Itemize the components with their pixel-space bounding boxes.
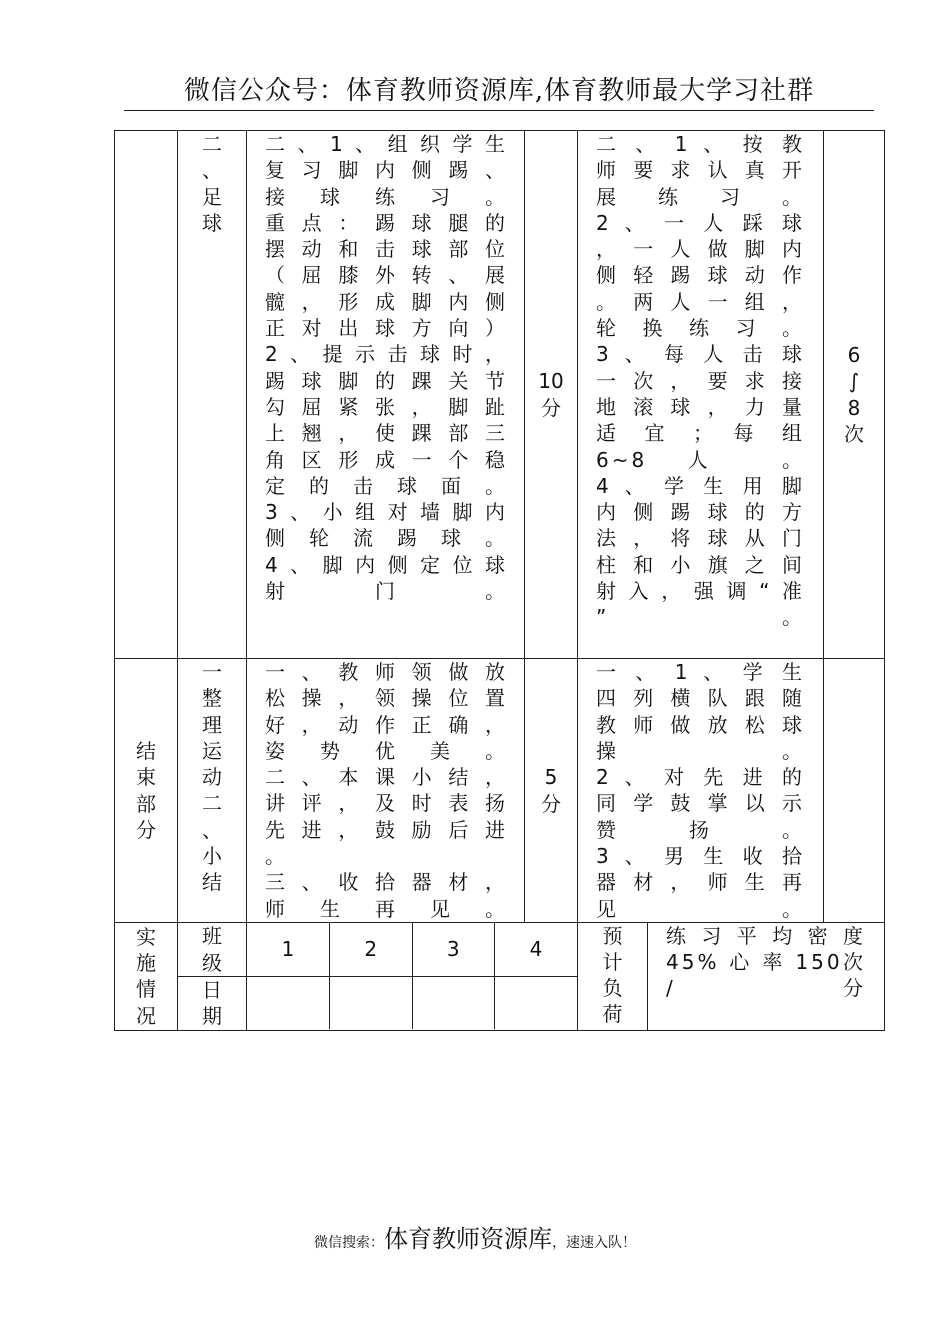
- class-number: 1: [247, 923, 330, 976]
- count-cell: [824, 131, 885, 659]
- date-value: [330, 977, 413, 1029]
- content-char: 整: [202, 686, 222, 711]
- student-activity-cell: [578, 131, 824, 659]
- time-value: 10: [538, 369, 564, 394]
- count-char: ∫: [848, 369, 860, 394]
- content-char: 运: [202, 738, 222, 763]
- student-step: 一 、 1 、 学 生 四 列 横 队 跟 随 教 师 做 放 松 球 操 。: [596, 660, 806, 763]
- class-number: 2: [330, 923, 413, 976]
- load-text: 练 习 平 均 密 度 45% 心 率 150次 / 分: [666, 924, 867, 1000]
- count-char: 6: [847, 342, 861, 367]
- table-row-closing: [115, 659, 885, 923]
- teacher-step: 重 点 ： 踢 球 腿 的 摆 动 和 击 球 部 位 （ 屈 膝 外 转 、 展 髋 ， 形 成 脚 内 侧 正 对 出 球 方 向 ）: [265, 210, 508, 341]
- content-char: 、: [202, 158, 222, 183]
- footer-prefix: 微信搜索：: [314, 1235, 384, 1251]
- count-label: [824, 342, 884, 447]
- implementation-char: 情: [136, 977, 156, 1002]
- load-label: [578, 923, 647, 1027]
- date-value: [247, 977, 330, 1029]
- content-char: 二: [202, 791, 222, 816]
- time-cell: [525, 131, 578, 659]
- date-value: [495, 977, 578, 1029]
- part-cell: [115, 131, 178, 659]
- content-char: 理: [202, 712, 222, 737]
- part-char: 束: [136, 765, 156, 790]
- class-label: [178, 923, 246, 976]
- date-label-cell: [178, 977, 247, 1031]
- implementation-char: 况: [136, 1003, 156, 1028]
- implementation-char: 施: [136, 951, 156, 975]
- time-label: [525, 368, 577, 421]
- class-numbers-row: [247, 923, 577, 976]
- implementation-label: [115, 924, 177, 1029]
- load-label-char: 荷: [602, 1002, 623, 1026]
- student-step: 2 、 一 人 踩 球 ， 一 人 做 脚 内 侧 轻 踢 球 动 作 。 两 人 一 组 ， 轮 换 练 习 。: [596, 210, 806, 341]
- implementation-char: 实: [136, 924, 156, 949]
- content-char: 动: [202, 765, 222, 790]
- teacher-step: 一 、 教 师 领 做 放 松 操 ， 领 操 位 置 好 ， 动 作 正 确 ， 姿 势 优 美 。: [265, 660, 508, 763]
- implementation-label-cell: [115, 923, 178, 1031]
- content-char: 、: [202, 817, 222, 842]
- time-value: 5: [544, 765, 558, 790]
- content-char: 足: [202, 184, 222, 209]
- load-text-cell: [648, 923, 885, 1031]
- class-label-char: 班: [202, 924, 222, 949]
- table-row-football: [115, 131, 885, 659]
- date-label-char: 日: [202, 978, 222, 1002]
- load-label-char: 负: [602, 976, 623, 1000]
- count-char: 次: [844, 421, 865, 446]
- content-char: 结: [202, 870, 222, 895]
- class-number: 4: [529, 937, 543, 962]
- header-divider: [124, 110, 874, 111]
- class-label-cell: [178, 923, 247, 977]
- class-number: 3: [412, 923, 495, 976]
- teacher-step: 2 、 提 示 击 球 时 ， 踢 球 脚 的 踝 关 节 勾 屈 紧 张 ， 脚 趾 上 翘 ， 使 踝 部 三 角 区 形 成 一 个 稳 定 的 击 球 面 。: [265, 342, 508, 498]
- student-step: 3 、 男 生 收 拾 器 材 ， 师 生 再 见 。: [596, 844, 806, 921]
- teacher-step: 三 、 收 拾 器 材 ， 师 生 再 见 。: [265, 870, 508, 921]
- teacher-activity-cell: [247, 659, 525, 923]
- lesson-plan-table: [114, 130, 885, 1031]
- time-unit: 分: [541, 395, 561, 420]
- content-char: 小: [202, 844, 222, 869]
- count-cell: [824, 659, 885, 923]
- date-label: [178, 977, 246, 1030]
- content-char: 一: [202, 660, 222, 684]
- student-step: 4 、 学 生 用 脚 内 侧 踢 球 的 方 法 ， 将 球 从 门 柱 和 小 旗 之 间 射 入 ， 强 调 “ 准 ” 。: [596, 473, 806, 630]
- teacher-activity-cell: [247, 131, 525, 659]
- content-cell: [178, 659, 247, 923]
- teacher-step: 3 、 小 组 对 墙 脚 内 侧 轮 流 踢 球 。: [265, 500, 508, 551]
- student-activity-cell: [578, 659, 824, 923]
- load-label-char: 预: [602, 924, 623, 948]
- content-label: [178, 131, 246, 236]
- content-char: 二: [202, 132, 222, 156]
- content-label: [178, 659, 246, 896]
- load-label-char: 计: [602, 950, 623, 974]
- date-value: [412, 977, 495, 1029]
- count-char: 8: [847, 395, 861, 420]
- teacher-step: 二 、 本 课 小 结 ， 讲 评 ， 及 时 表 扬 先 进 ， 鼓 励 后 进 。: [265, 765, 508, 869]
- student-step: 二 、 1 、 按 教 师 要 求 认 真 开 展 练 习 。: [596, 132, 806, 209]
- student-activity-text: [578, 659, 823, 922]
- date-values-row: [247, 977, 577, 1029]
- date-values-cell: [247, 977, 578, 1031]
- load-label-cell: [578, 923, 648, 1031]
- content-cell: [178, 131, 247, 659]
- part-label: [115, 738, 177, 843]
- student-step: 3 、 每 人 击 球 一 次 ， 要 求 接 地 滚 球 ， 力 量 适 宜 ； 每 组 6~8 人 。: [596, 342, 806, 472]
- part-char: 结: [136, 738, 156, 763]
- content-char: 球: [202, 210, 222, 235]
- table-row-implementation-classes: [115, 923, 885, 977]
- teacher-step: 4 、 脚 内 侧 定 位 球 射 门 。: [265, 552, 508, 604]
- part-char: 部: [136, 791, 156, 816]
- part-char: 分: [136, 817, 156, 842]
- time-unit: 分: [541, 791, 561, 816]
- class-label-char: 级: [202, 950, 222, 975]
- date-values-grid: [247, 977, 577, 1029]
- class-numbers-cell: [247, 923, 578, 977]
- time-cell: [525, 659, 578, 923]
- date-label-char: 期: [202, 1004, 222, 1029]
- teacher-step: 二 、 1 、 组 织 学 生 复 习 脚 内 侧 踢 、 接 球 练 习 。: [265, 132, 508, 209]
- footer-suffix: ，速速入队！: [552, 1235, 636, 1251]
- student-step: 2 、 对 先 进 的 同 学 鼓 掌 以 示 赞 扬 。: [596, 765, 806, 842]
- part-cell: [115, 659, 178, 923]
- student-activity-text: [578, 131, 823, 631]
- teacher-activity-text: [247, 131, 524, 604]
- time-label: [525, 764, 577, 817]
- footer-main: 体育教师资源库: [384, 1225, 552, 1253]
- page-footer: [0, 1222, 950, 1260]
- class-numbers-grid: [247, 923, 577, 976]
- page-header-title: 微信公众号：体育教师资源库,体育教师最大学习社群: [183, 76, 815, 106]
- teacher-activity-text: [247, 659, 524, 922]
